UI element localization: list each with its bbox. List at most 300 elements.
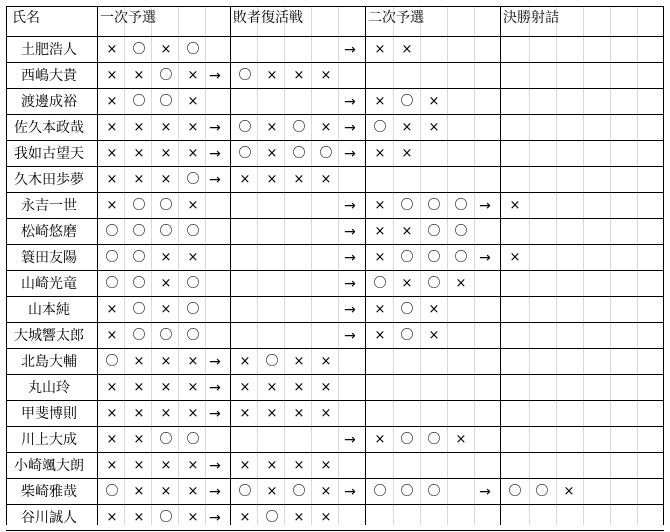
- revival-result: [314, 271, 338, 297]
- round1-result: ×: [160, 42, 172, 57]
- revival-result: 〇: [292, 120, 306, 135]
- round2-result: ×: [374, 432, 386, 447]
- round1-result: ×: [160, 406, 172, 421]
- advance-arrow: [203, 219, 227, 245]
- round1-result: 〇: [186, 328, 200, 343]
- round2-result: [449, 37, 473, 63]
- round1-result: 〇: [105, 484, 119, 499]
- revival-result: ×: [266, 172, 278, 187]
- advance-arrow: →: [209, 120, 221, 136]
- advance-arrow: [203, 37, 227, 63]
- round1-result: ×: [106, 172, 118, 187]
- round2-result: ×: [374, 328, 386, 343]
- revival-result: 〇: [238, 120, 252, 135]
- round2-result: [395, 349, 419, 375]
- final-result: [530, 89, 554, 115]
- revival-result: 〇: [238, 68, 252, 83]
- final-result: [503, 505, 527, 531]
- revival-result: [287, 193, 311, 219]
- final-result: [557, 297, 581, 323]
- player-name: 山本純: [28, 302, 70, 318]
- round1-result: 〇: [132, 276, 146, 291]
- round2-result: 〇: [427, 224, 441, 239]
- revival-result: 〇: [265, 510, 279, 525]
- player-name: 丸山玲: [28, 380, 70, 396]
- advance-arrow: [473, 427, 497, 453]
- round1-result: ×: [187, 94, 199, 109]
- advance-arrow: →: [344, 94, 356, 110]
- advance-arrow: →: [209, 354, 221, 370]
- player-name: 土肥浩人: [21, 42, 77, 58]
- advance-arrow: [203, 193, 227, 219]
- round1-result: ×: [133, 380, 145, 395]
- round1-result: 〇: [132, 198, 146, 213]
- round2-result: [422, 401, 446, 427]
- round2-result: ×: [428, 328, 440, 343]
- round2-result: [449, 63, 473, 89]
- final-result: [530, 453, 554, 479]
- final-result: [557, 89, 581, 115]
- revival-result: 〇: [238, 484, 252, 499]
- advance-arrow: [203, 245, 227, 271]
- final-result: [503, 349, 527, 375]
- round2-result: [368, 453, 392, 479]
- round2-result: 〇: [373, 484, 387, 499]
- round1-result: 〇: [132, 42, 146, 57]
- round1-result: 〇: [159, 432, 173, 447]
- final-result: [530, 141, 554, 167]
- revival-result: ×: [320, 354, 332, 369]
- final-result: [503, 89, 527, 115]
- round1-result: ×: [106, 432, 118, 447]
- round2-result: [449, 375, 473, 401]
- round1-result: 〇: [132, 224, 146, 239]
- revival-result: ×: [266, 68, 278, 83]
- advance-arrow: [203, 89, 227, 115]
- round1-result: ×: [106, 328, 118, 343]
- round2-result: [368, 401, 392, 427]
- revival-result: ×: [320, 380, 332, 395]
- final-result: [557, 193, 581, 219]
- round1-result: 〇: [105, 250, 119, 265]
- round2-result: [368, 63, 392, 89]
- header-round1: 一次予選: [100, 10, 156, 26]
- header-name: 氏名: [12, 10, 40, 26]
- round1-result: 〇: [186, 302, 200, 317]
- final-result: [503, 297, 527, 323]
- advance-arrow: →: [209, 406, 221, 422]
- round1-result: ×: [160, 380, 172, 395]
- round2-result: 〇: [400, 328, 414, 343]
- revival-result: [287, 297, 311, 323]
- round2-result: [395, 401, 419, 427]
- revival-result: ×: [293, 510, 305, 525]
- revival-result: ×: [239, 380, 251, 395]
- round2-result: [449, 479, 473, 505]
- revival-result: 〇: [292, 484, 306, 499]
- round1-result: 〇: [132, 94, 146, 109]
- round2-result: [422, 375, 446, 401]
- advance-arrow: →: [209, 172, 221, 188]
- advance-arrow: →: [479, 484, 491, 500]
- player-name: 渡邊成裕: [21, 94, 77, 110]
- advance-arrow: [338, 167, 362, 193]
- round2-result: [449, 141, 473, 167]
- revival-result: [260, 89, 284, 115]
- round2-result: [422, 63, 446, 89]
- round1-result: ×: [106, 68, 118, 83]
- round2-result: [422, 37, 446, 63]
- round2-result: 〇: [373, 120, 387, 135]
- revival-result: ×: [266, 458, 278, 473]
- revival-result: [314, 193, 338, 219]
- player-name: 佐久本政哉: [14, 120, 84, 136]
- round1-result: ×: [160, 458, 172, 473]
- round2-result: 〇: [427, 484, 441, 499]
- round2-result: [368, 375, 392, 401]
- revival-result: ×: [293, 406, 305, 421]
- advance-arrow: [473, 141, 497, 167]
- round2-result: ×: [374, 146, 386, 161]
- final-result: [557, 167, 581, 193]
- final-result: [530, 427, 554, 453]
- round1-result: ×: [160, 302, 172, 317]
- revival-result: ×: [266, 406, 278, 421]
- advance-arrow: →: [344, 120, 356, 136]
- round1-result: 〇: [132, 328, 146, 343]
- final-result: [557, 505, 581, 531]
- advance-arrow: [473, 375, 497, 401]
- revival-result: [287, 219, 311, 245]
- round1-result: ×: [187, 406, 199, 421]
- player-name: 大城響太郎: [14, 328, 84, 344]
- round2-result: [449, 401, 473, 427]
- round1-result: 〇: [186, 276, 200, 291]
- round2-result: ×: [401, 276, 413, 291]
- advance-arrow: →: [344, 302, 356, 318]
- advance-arrow: →: [209, 380, 221, 396]
- round2-result: [368, 505, 392, 531]
- revival-result: [314, 323, 338, 349]
- advance-arrow: →: [344, 146, 356, 162]
- revival-result: ×: [266, 146, 278, 161]
- final-result: [530, 349, 554, 375]
- revival-result: ×: [293, 354, 305, 369]
- revival-result: ×: [239, 406, 251, 421]
- advance-arrow: →: [344, 432, 356, 448]
- revival-result: ×: [320, 172, 332, 187]
- player-name: 川上大成: [21, 432, 77, 448]
- advance-arrow: [473, 401, 497, 427]
- advance-arrow: [473, 453, 497, 479]
- advance-arrow: [473, 323, 497, 349]
- round1-result: 〇: [186, 42, 200, 57]
- final-result: [557, 427, 581, 453]
- final-result: [557, 115, 581, 141]
- round1-result: ×: [106, 510, 118, 525]
- final-result: [557, 219, 581, 245]
- round1-result: ×: [187, 354, 199, 369]
- final-result: [530, 167, 554, 193]
- revival-result: ×: [239, 458, 251, 473]
- round2-result: 〇: [400, 484, 414, 499]
- advance-arrow: [338, 505, 362, 531]
- final-result: [530, 219, 554, 245]
- round1-result: 〇: [186, 224, 200, 239]
- round2-result: 〇: [373, 276, 387, 291]
- round2-result: [395, 505, 419, 531]
- advance-arrow: [203, 271, 227, 297]
- round2-result: ×: [401, 120, 413, 135]
- final-result: [530, 323, 554, 349]
- round1-result: ×: [160, 146, 172, 161]
- advance-arrow: →: [479, 198, 491, 214]
- round1-result: ×: [187, 484, 199, 499]
- final-result: [530, 375, 554, 401]
- final-result: [557, 37, 581, 63]
- revival-result: [233, 245, 257, 271]
- advance-arrow: →: [209, 68, 221, 84]
- advance-arrow: [203, 323, 227, 349]
- player-name: 甲斐博則: [21, 406, 77, 422]
- final-result: [503, 401, 527, 427]
- round1-result: ×: [187, 458, 199, 473]
- revival-result: [260, 323, 284, 349]
- revival-result: [287, 427, 311, 453]
- advance-arrow: [338, 375, 362, 401]
- revival-result: [260, 219, 284, 245]
- round1-result: ×: [187, 120, 199, 135]
- revival-result: [233, 427, 257, 453]
- advance-arrow: →: [209, 458, 221, 474]
- round2-result: 〇: [400, 94, 414, 109]
- round2-result: [449, 167, 473, 193]
- round2-result: [422, 453, 446, 479]
- revival-result: [233, 297, 257, 323]
- round1-result: ×: [160, 484, 172, 499]
- round2-result: ×: [455, 276, 467, 291]
- final-result: [530, 271, 554, 297]
- advance-arrow: [473, 37, 497, 63]
- final-result: [503, 219, 527, 245]
- round1-result: ×: [106, 42, 118, 57]
- advance-arrow: →: [344, 42, 356, 58]
- round2-result: [368, 167, 392, 193]
- round1-result: 〇: [132, 250, 146, 265]
- revival-result: [260, 193, 284, 219]
- round2-result: [395, 167, 419, 193]
- round1-result: 〇: [105, 224, 119, 239]
- advance-arrow: [338, 401, 362, 427]
- advance-arrow: [338, 63, 362, 89]
- round2-result: [422, 505, 446, 531]
- advance-arrow: →: [344, 328, 356, 344]
- round2-result: 〇: [427, 276, 441, 291]
- final-result: [503, 271, 527, 297]
- round2-result: 〇: [454, 250, 468, 265]
- round1-result: 〇: [186, 172, 200, 187]
- advance-arrow: [473, 115, 497, 141]
- advance-arrow: [203, 427, 227, 453]
- advance-arrow: →: [209, 510, 221, 526]
- round1-result: ×: [133, 484, 145, 499]
- revival-result: 〇: [319, 146, 333, 161]
- final-result: [503, 115, 527, 141]
- round1-result: ×: [160, 276, 172, 291]
- revival-result: [260, 297, 284, 323]
- revival-result: ×: [239, 172, 251, 187]
- round1-result: 〇: [159, 198, 173, 213]
- round1-result: ×: [187, 146, 199, 161]
- round2-result: 〇: [427, 198, 441, 213]
- round2-result: ×: [401, 146, 413, 161]
- round2-result: ×: [374, 198, 386, 213]
- round1-result: ×: [187, 198, 199, 213]
- round1-result: ×: [160, 250, 172, 265]
- final-result: [530, 245, 554, 271]
- advance-arrow: [473, 219, 497, 245]
- round1-result: ×: [187, 510, 199, 525]
- advance-arrow: [473, 297, 497, 323]
- round1-result: ×: [187, 250, 199, 265]
- revival-result: [314, 297, 338, 323]
- final-result: [530, 37, 554, 63]
- round2-result: 〇: [427, 250, 441, 265]
- revival-result: [233, 271, 257, 297]
- revival-result: [233, 193, 257, 219]
- revival-result: [287, 323, 311, 349]
- round1-result: ×: [106, 458, 118, 473]
- round1-result: ×: [133, 146, 145, 161]
- advance-arrow: →: [344, 276, 356, 292]
- revival-result: [260, 271, 284, 297]
- round1-result: ×: [106, 198, 118, 213]
- round1-result: 〇: [132, 302, 146, 317]
- advance-arrow: [473, 167, 497, 193]
- round2-result: ×: [428, 120, 440, 135]
- round1-result: 〇: [159, 510, 173, 525]
- player-name: 柴崎雅哉: [21, 484, 77, 500]
- revival-result: [287, 37, 311, 63]
- round2-result: [422, 349, 446, 375]
- final-result: 〇: [508, 484, 522, 499]
- round1-result: ×: [106, 94, 118, 109]
- advance-arrow: [203, 297, 227, 323]
- round1-result: ×: [133, 432, 145, 447]
- revival-result: [314, 37, 338, 63]
- advance-arrow: →: [344, 484, 356, 500]
- round1-result: ×: [106, 406, 118, 421]
- round2-result: ×: [374, 224, 386, 239]
- revival-result: ×: [320, 458, 332, 473]
- round2-result: 〇: [400, 432, 414, 447]
- revival-result: ×: [266, 484, 278, 499]
- header-round2: 二次予選: [368, 10, 424, 26]
- round2-result: [395, 375, 419, 401]
- player-name: 永吉一世: [21, 198, 77, 214]
- revival-result: 〇: [238, 146, 252, 161]
- revival-result: ×: [293, 172, 305, 187]
- revival-result: ×: [320, 510, 332, 525]
- final-result: ×: [509, 198, 521, 213]
- revival-result: ×: [320, 120, 332, 135]
- round2-result: ×: [401, 224, 413, 239]
- player-name: 北島大輔: [21, 354, 77, 370]
- player-name: 谷川誠人: [21, 510, 77, 526]
- round1-result: ×: [187, 68, 199, 83]
- round2-result: 〇: [400, 198, 414, 213]
- final-result: [557, 349, 581, 375]
- final-result: [557, 141, 581, 167]
- revival-result: ×: [320, 68, 332, 83]
- round1-result: ×: [133, 120, 145, 135]
- revival-result: [260, 427, 284, 453]
- final-result: [557, 323, 581, 349]
- round2-result: 〇: [454, 224, 468, 239]
- advance-arrow: [473, 89, 497, 115]
- player-name: 西嶋大貴: [21, 68, 77, 84]
- round1-result: 〇: [186, 432, 200, 447]
- player-name: 我如古望天: [14, 146, 84, 162]
- final-result: [530, 297, 554, 323]
- final-result: [557, 453, 581, 479]
- final-result: 〇: [535, 484, 549, 499]
- round2-result: [395, 453, 419, 479]
- revival-result: [287, 89, 311, 115]
- advance-arrow: →: [479, 250, 491, 266]
- round2-result: ×: [401, 42, 413, 57]
- round2-result: ×: [428, 94, 440, 109]
- round2-result: [449, 89, 473, 115]
- round1-result: ×: [133, 458, 145, 473]
- round2-result: 〇: [400, 302, 414, 317]
- revival-result: [314, 427, 338, 453]
- advance-arrow: →: [344, 250, 356, 266]
- round1-result: ×: [160, 120, 172, 135]
- revival-result: [314, 245, 338, 271]
- final-result: [557, 375, 581, 401]
- final-result: [530, 193, 554, 219]
- round1-result: ×: [133, 354, 145, 369]
- round1-result: ×: [160, 172, 172, 187]
- round2-result: [449, 115, 473, 141]
- round1-result: ×: [160, 354, 172, 369]
- round2-result: 〇: [427, 432, 441, 447]
- round2-result: ×: [428, 302, 440, 317]
- revival-result: ×: [293, 458, 305, 473]
- player-name: 小崎颯大朗: [14, 458, 84, 474]
- round1-result: ×: [133, 172, 145, 187]
- revival-result: [287, 245, 311, 271]
- round2-result: [449, 297, 473, 323]
- revival-result: [287, 271, 311, 297]
- round2-result: [422, 141, 446, 167]
- round2-result: ×: [374, 302, 386, 317]
- advance-arrow: →: [209, 484, 221, 500]
- player-name: 山崎光竜: [21, 276, 77, 292]
- revival-result: [233, 323, 257, 349]
- round2-result: ×: [455, 432, 467, 447]
- round1-result: 〇: [159, 68, 173, 83]
- round2-result: ×: [374, 94, 386, 109]
- round2-result: 〇: [400, 250, 414, 265]
- round1-result: 〇: [159, 94, 173, 109]
- revival-result: [260, 245, 284, 271]
- final-result: [557, 245, 581, 271]
- revival-result: ×: [239, 510, 251, 525]
- header-final: 決勝射詰: [503, 10, 559, 26]
- round2-result: [395, 63, 419, 89]
